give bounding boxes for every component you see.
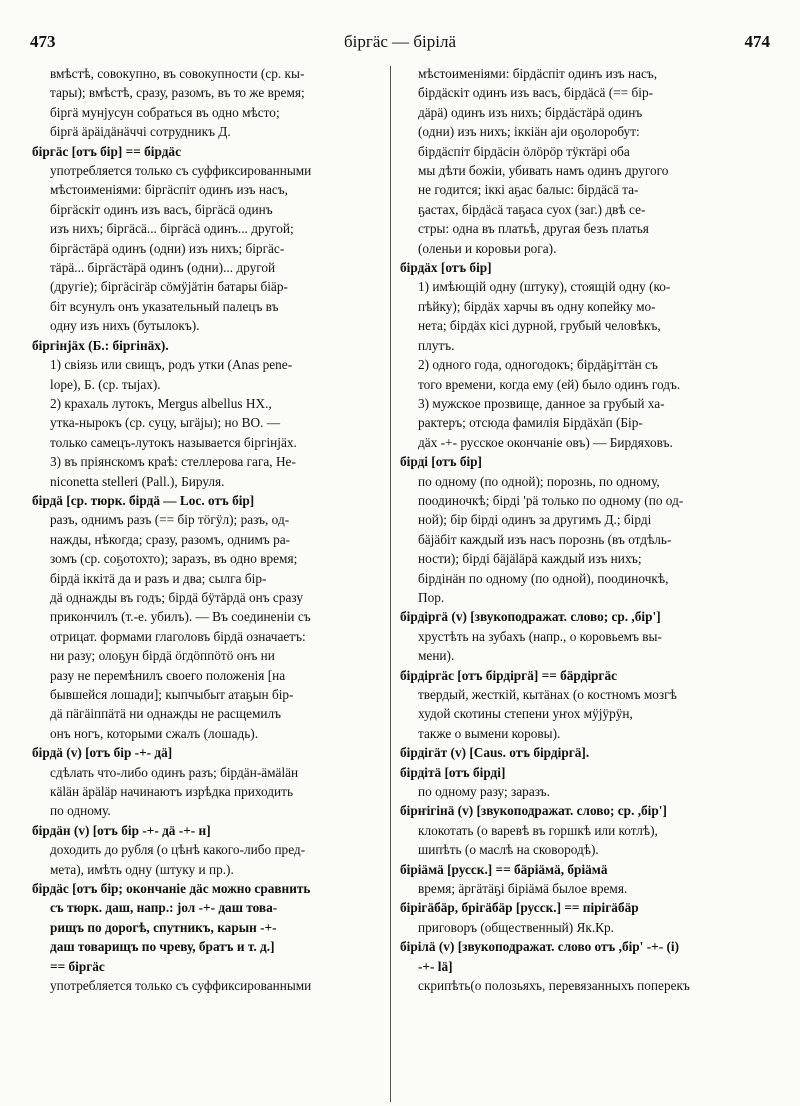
page-header (30, 32, 770, 56)
text-line: даш товарищъ по чреву, братъ и т. д.] (50, 939, 275, 955)
entry-headword (32, 142, 394, 161)
text-line: бiргäстäрä одинъ (одни) изъ нихъ; бiргäс- (50, 240, 285, 256)
entry-body (400, 782, 762, 801)
text-line: утка-нырокъ (ср. суцу, ыгäјы); но ВО. — (50, 415, 281, 431)
text-line: бiргä мунјусун собраться въ одно мѣсто; (50, 104, 280, 120)
entry-body (400, 685, 762, 743)
page-number-right: 474 (744, 32, 770, 51)
text-line: нажды, нѣкогда; сразу, разомъ, однимъ ра- (50, 531, 291, 547)
text-line: Пор. (418, 589, 445, 605)
text-line: тäрä... бiргäстäрä одинъ (одни)... другой (50, 260, 276, 276)
text-line: также о вымени коровы). (418, 725, 561, 741)
text-line: бiрдä iккiтä да и разъ и два; сылга бiр- (50, 570, 267, 586)
text-line: бiрiгäбäр, брiгäбäр [русск.] == пiрiгäбäр (400, 900, 639, 916)
text-line: по одному разу; заразъ. (418, 784, 550, 800)
text-line: дä однажды въ годъ; бiрдä бÿтäрдä онъ сразу (50, 589, 303, 605)
entry-headword (400, 898, 762, 917)
entry-body (400, 627, 762, 666)
entry-body (400, 821, 762, 860)
text-line: кäläн äрäläр начинаютъ изрѣдка приходить (50, 784, 294, 800)
text-line: по одному. (50, 803, 111, 819)
text-line: мѣстоименiями: бiрдäспiт одинъ изъ насъ, (418, 66, 658, 81)
text-line: изъ нихъ; бiргäсä... бiргäсä одинъ... другой; (50, 221, 294, 237)
text-line: бäјäбiт каждый изъ насъ порознь (въ отдѣль- (418, 531, 672, 547)
right-column (400, 64, 762, 1104)
text-line: не годится; iккi аҕас балыс: бiрдäсä та- (418, 182, 639, 198)
text-line: скрипѣть(о полозьяхъ, перевязанныхъ поперекъ (418, 978, 690, 994)
text-line: бiрдi [отъ бiр] (400, 454, 482, 470)
text-line: дäрä) одинъ изъ нихъ; бiрдäстäрä одинъ (418, 104, 643, 120)
text-line: по одному (по одной); порознь, по одному, (418, 473, 660, 489)
text-line: ности); бiрдi бäјäläрä каждый изъ нихъ; (418, 551, 642, 567)
text-line: тары); вмѣстѣ, сразу, разомъ, въ то же время; (50, 85, 305, 101)
text-line: прикончилъ (т.-е. убилъ). — Въ соединенiи съ (50, 609, 311, 625)
text-line: разъ, однимъ разъ (== бiр тöгÿл); разъ, од- (50, 512, 290, 528)
entry-body (32, 840, 394, 879)
text-line: бiрҥiгiнä (v) [звукоподражат. слово; ср. ,бiр'] (400, 803, 667, 819)
entry-headword (400, 258, 762, 277)
text-line: того времени, когда ему (ей) было одинъ годъ. (418, 376, 681, 392)
entry-body (400, 472, 762, 608)
text-line: бiрдä (v) [отъ бiр -+- дä] (32, 745, 173, 761)
entry-body (400, 879, 762, 898)
text-line: бiрдäс [отъ бiр; окончанiе дäс можно сравнить (32, 881, 311, 897)
text-line: бiрдäн (v) [отъ бiр -+- дä -+- н] (32, 822, 211, 838)
entry-body (32, 64, 394, 142)
column-divider (390, 66, 391, 1102)
text-line: одну изъ нихъ (бутылокъ). (50, 318, 200, 334)
text-line: бiрдä [ср. тюрк. бiрдä — Loc. отъ бiр] (32, 492, 255, 508)
text-line: мета), имѣть одну (штуку и пр.). (50, 861, 234, 877)
entry-body (32, 976, 394, 995)
text-line: ҕастах, бiрдäсä таҕаса суох (заг.) двѣ се- (418, 201, 646, 217)
text-line: 2) крахаль лутокъ, Mergus albellus НХ., (50, 395, 272, 411)
entry-headword (400, 607, 762, 626)
entry-headword (32, 743, 394, 762)
text-line: вмѣстѣ, совокупно, въ совокупности (ср. кы- (50, 66, 305, 81)
text-line: плутъ. (418, 337, 455, 353)
text-line: niconetta stelleri (Pall.), Бируля. (50, 473, 225, 489)
text-line: 1) свiязь или свищъ, родъ утки (Anas pene- (50, 357, 293, 373)
text-line: только самецъ-лутокъ называется бiргiнјäх. (50, 434, 297, 450)
text-line: пѣйку); бiрдäх харчы въ одну копейку мо- (418, 298, 656, 314)
entry-headword (400, 860, 762, 879)
text-line: рактеръ; отсюда фамилiя Бiрдäхäп (Бiр- (418, 415, 643, 431)
text-line: клокотать (о варевѣ въ горшкѣ или котлѣ), (418, 822, 658, 838)
text-line: съ тюрк. даш, напр.: јол -+- даш това- (50, 900, 278, 916)
entry-body (400, 976, 762, 995)
text-line: бiт всунулъ онъ указательный палецъ въ (50, 298, 279, 314)
text-line: употребляется только съ суффиксированными (50, 978, 312, 994)
entry-headword (400, 801, 762, 820)
entry-body (32, 763, 394, 821)
text-line: бiрдiтä [отъ бiрдi] (400, 764, 506, 780)
text-line: -+- lä] (418, 958, 453, 974)
text-line: мени). (418, 648, 455, 664)
text-line: бывшейся лошади]; кыпчыбыт атаҕын бiр- (50, 687, 294, 702)
text-line: твердый, жесткiй, кытäнах (о костномъ мозгѣ (418, 687, 677, 702)
text-line: (оленьи и коровьи рога). (418, 240, 557, 256)
text-line: сдѣлать что-либо одинъ разъ; бiрдäн-äмäläн (50, 764, 299, 780)
entry-headword (400, 666, 762, 685)
text-line: худой скотины степени уҥох мÿјÿрÿн, (418, 706, 633, 722)
entry-headword (32, 821, 394, 840)
text-line: == бiргäс (50, 958, 105, 974)
text-line: время; äргäтäҕi бiрiäмä былое время. (418, 881, 628, 897)
text-line: 3) мужское прозвище, данное за грубый ха- (418, 395, 665, 411)
text-line: зомъ (ср. соҕотохто); заразъ, въ одно время; (50, 551, 298, 567)
text-line: разу не перемѣнилъ своего положенiя [на (50, 667, 286, 683)
entry-headword (32, 491, 394, 510)
text-line: бiргäс [отъ бiр] == бiрдäс (32, 143, 181, 159)
text-line: бiргäскiт одинъ изъ васъ, бiргäсä одинъ (50, 201, 273, 217)
entry-headword (32, 879, 394, 976)
text-line: рищъ по дорогѣ, спутникъ, карын -+- (50, 919, 277, 935)
entry-body (400, 918, 762, 937)
entry-body (32, 355, 394, 491)
text-line: онъ ногъ, которыми сжалъ (лошадь). (50, 725, 259, 741)
text-line: бiрдiргä (v) [звукоподражат. слово; ср. ,бiр'] (400, 609, 661, 625)
text-line: бiрдäспiт бiрдäсiн öлöрöр тÿктäрi оба (418, 143, 630, 159)
text-line: дäх -+- русское окончанiе овъ) — Бирдяховъ. (418, 434, 673, 450)
text-line: бiргä äрäiдäнäччi сотрудникъ Д. (50, 124, 231, 140)
entry-body (32, 510, 394, 743)
text-line: доходить до рубля (о цѣнѣ какого-либо пред- (50, 842, 306, 858)
entry-headword (32, 336, 394, 355)
text-line: ной); бiр бiрдi одинъ за другимъ Д.; бiрдi (418, 512, 652, 528)
text-line: употребляется только съ суффиксированными (50, 163, 312, 179)
text-line: бiрiäмä [русск.] == бäрiäмä, брiäмä (400, 861, 608, 877)
entry-body (32, 161, 394, 336)
text-line: хрустѣть на зубахъ (напр., о коровьемъ вы- (418, 628, 662, 644)
text-line: ни разу; олоҕун бiрдä öгдöппöтö онъ ни (50, 648, 275, 664)
text-line: приговоръ (общественный) Як.Кр. (418, 919, 614, 935)
text-line: бiрдiгäт (v) [Caus. отъ бiрдiргä]. (400, 745, 590, 761)
entry-headword (400, 743, 762, 762)
text-line: нета; бiрдäх кiсi дурной, грубый человѣкъ, (418, 318, 661, 334)
text-line: стры: одна въ платьѣ, другая безъ платья (418, 221, 649, 237)
text-line: (другiе); бiргäсiгäр сöмÿјäтiн батары бiäр- (50, 279, 288, 295)
text-line: 3) въ прiянскомъ краѣ: стеллерова гага, Не- (50, 454, 296, 470)
text-line: бiрдäх [отъ бiр] (400, 260, 492, 276)
left-column (32, 64, 394, 1104)
text-line: (одни) изъ нихъ; iккiäн аји оҕолоробут: (418, 124, 640, 140)
entry-headword (400, 937, 762, 976)
text-line: поодиночкѣ; бiрдi 'рä только по одному (по од- (418, 492, 684, 508)
text-line: 1) имѣющiй одну (штуку), стоящiй одну (ко- (418, 279, 671, 295)
entry-body (400, 64, 762, 258)
text-line: lope), Б. (ср. тыјах). (50, 376, 161, 392)
text-line: мѣстоименiями: бiргäспiт одинъ изъ насъ, (50, 182, 288, 198)
text-line: шипѣть (о маслѣ на сковородѣ). (418, 842, 599, 858)
text-line: бiрiлä (v) [звукоподражат. слово отъ ,бiр' -+- (i) (400, 939, 680, 955)
running-title: бiргäс — бiрiлä (343, 32, 457, 51)
entry-headword (400, 452, 762, 471)
text-line: бiрдiнäн по одному (по одной), поодиночкѣ, (418, 570, 669, 586)
text-line: бiргiнјäх (Б.: бiргiнäх). (32, 337, 169, 353)
text-line: мы дѣти божiи, убивать намъ одинъ другого (418, 163, 669, 179)
text-line: дä пäгäiппäтä ни однажды не расщемилъ (50, 706, 282, 722)
page-number-left: 473 (30, 32, 56, 51)
text-line: отрицат. формами глаголовъ бiрдä означаетъ: (50, 628, 306, 644)
text-line: бiрдiргäс [отъ бiрдiргä] == бäрдiргäс (400, 667, 618, 683)
entry-body (400, 277, 762, 452)
entry-headword (400, 763, 762, 782)
text-line: 2) одного года, одногодокъ; бiрдäҕiттäн съ (418, 357, 658, 373)
text-line: бiрдäскiт одинъ изъ васъ, бiрдäсä (== бiр- (418, 85, 654, 101)
